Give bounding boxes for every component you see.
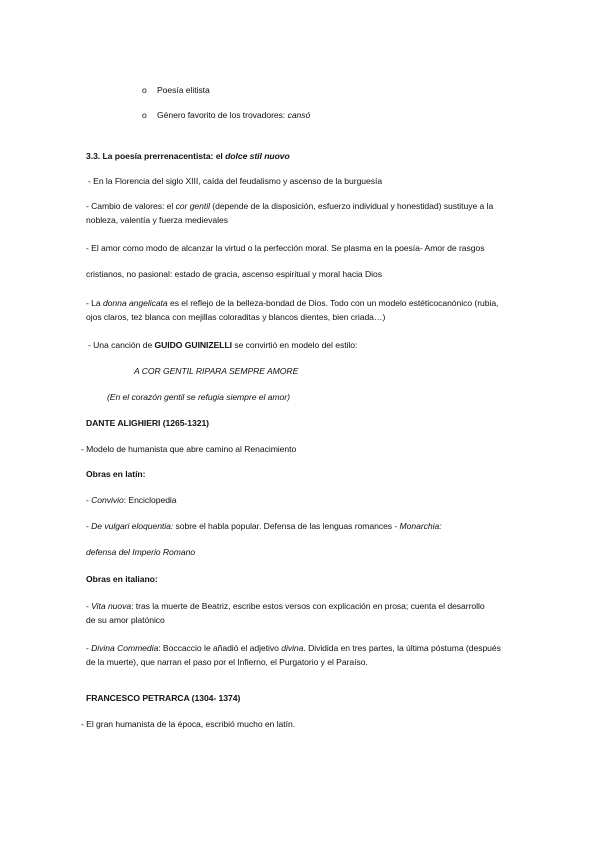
paragraph-donna-line1: - La donna angelicata es el reflejo de la belleza-bondad de Dios. Todo con un modelo estéticocanónico (rubia, bbox=[86, 298, 499, 308]
quote-original: A COR GENTIL RIPARA SEMPRE AMORE bbox=[134, 366, 299, 376]
list-item-genero: Género favorito de los trovadores: cansó bbox=[157, 110, 311, 120]
paragraph-valores-line1: - Cambio de valores: el cor gentil (depende de la disposición, esfuerzo individual y honestidad) sustituye a la bbox=[86, 201, 494, 211]
vulgari-item-line1: - De vulgari eloquentia: sobre el habla popular. Defensa de las lenguas romances - Monarchia: bbox=[86, 521, 442, 531]
latin-works-heading: Obras en latín: bbox=[86, 469, 146, 479]
dante-humanista: - Modelo de humanista que abre camino al Renacimiento bbox=[81, 444, 297, 454]
convivio-item: - Convivio: Enciclopedia bbox=[86, 495, 177, 505]
dante-heading: DANTE ALIGHIERI (1265-1321) bbox=[86, 418, 209, 428]
paragraph-florencia: - En la Florencia del siglo XIII, caída del feudalismo y ascenso de la burguesía bbox=[88, 176, 383, 186]
list-marker: o bbox=[142, 85, 147, 95]
petrarca-humanista: - El gran humanista de la época, escribió mucho en latín. bbox=[81, 719, 296, 729]
divina-commedia-line2: de la muerte), que narran el paso por el Infierno, el Purgatorio y el Paraíso. bbox=[86, 657, 368, 667]
list-marker: o bbox=[142, 110, 147, 120]
quote-translation: (En el corazón gentil se refugia siempre el amor) bbox=[107, 392, 290, 402]
paragraph-valores-line2: nobleza, valentía y fuerza medievales bbox=[86, 215, 228, 225]
paragraph-guinizelli: - Una canción de GUIDO GUINIZELLI se convirtió en modelo del estilo: bbox=[88, 340, 358, 350]
paragraph-donna-line2: ojos claros, tez blanca con mejillas coloraditas y blancos dientes, bien criada…) bbox=[86, 312, 386, 322]
list-item-elitista: Poesía elitista bbox=[157, 85, 210, 95]
vita-nuova-line1: - Vita nuova: tras la muerte de Beatriz, escribe estos versos con explicación en prosa; cuenta el desarrollo bbox=[86, 601, 485, 611]
divina-commedia-line1: - Divina Commedia: Boccaccio le añadió el adjetivo divina. Dividida en tres partes, la última póstuma (después bbox=[86, 643, 501, 653]
paragraph-amor-line1: - El amor como modo de alcanzar la virtud o la perfección moral. Se plasma en la poesía- Amor de rasgos bbox=[86, 243, 485, 253]
section-heading: 3.3. La poesía prerrenacentista: el dolce stil nuovo bbox=[86, 151, 290, 161]
italian-works-heading: Obras en italiano: bbox=[86, 574, 158, 584]
petrarca-heading: FRANCESCO PETRARCA (1304- 1374) bbox=[86, 693, 241, 703]
paragraph-amor-line2: cristianos, no pasional: estado de gracia, ascenso espiritual y moral hacia Dios bbox=[86, 269, 382, 279]
vita-nuova-line2: de su amor platónico bbox=[86, 615, 165, 625]
monarchia-line2: defensa del Imperio Romano bbox=[86, 547, 196, 557]
